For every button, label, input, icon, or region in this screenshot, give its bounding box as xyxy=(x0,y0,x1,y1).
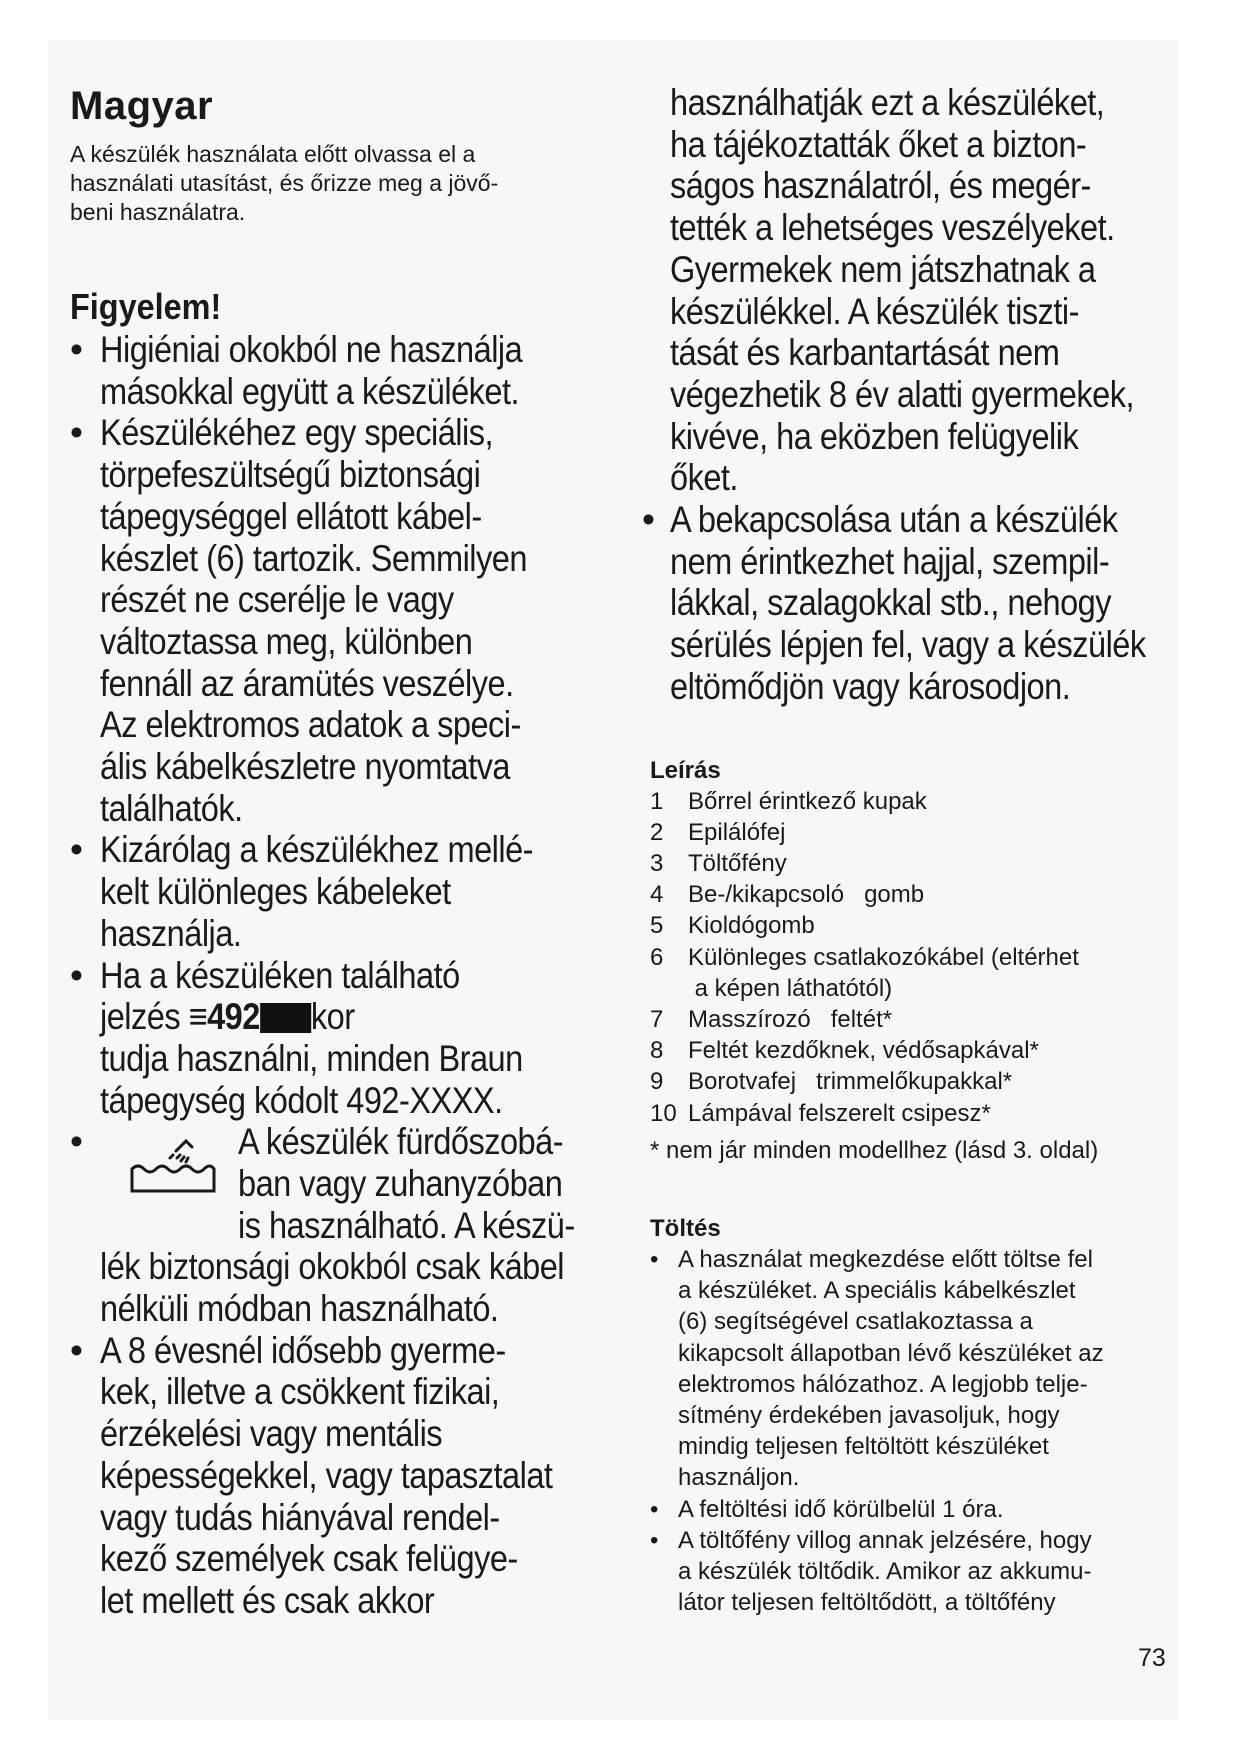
symbol-suffix: kor xyxy=(310,996,355,1038)
text-line: vagy tudás hiányával rendel- xyxy=(100,1496,500,1538)
text-line: kek, illetve a csökkent fizikai, xyxy=(100,1371,500,1413)
intro-line: használati utasítást, és őrizze meg a jövő- xyxy=(70,170,499,196)
bullet-dot: • xyxy=(70,954,83,996)
list-item: 7 Masszírozó feltét* xyxy=(650,1005,893,1033)
text-line: is használható. A készü- xyxy=(238,1204,575,1246)
warning-bullet-hygiene xyxy=(70,329,610,412)
text-line: ságos használatról, és megér- xyxy=(670,165,1091,207)
text-line: Higiéniai okokból ne használja xyxy=(100,329,523,370)
text-line: nem érintkezhet hajjal, szempil- xyxy=(670,540,1110,582)
text-line: A bekapcsolása után a készülék xyxy=(670,499,1118,541)
text-line xyxy=(100,996,549,1038)
warning-bullet-cables xyxy=(70,829,610,954)
text-line: tudja használni, minden Braun xyxy=(100,1037,523,1079)
warning-bullet-bathroom xyxy=(70,1121,610,1329)
text-line: használja. xyxy=(100,912,242,954)
text-line: mindig teljesen feltöltött készüléket xyxy=(678,1433,1049,1461)
text-line: A készülék fürdőszobá- xyxy=(238,1121,564,1163)
warning-bullet-children xyxy=(70,1330,610,1622)
left-column xyxy=(70,82,610,1622)
text-line: látor teljesen feltöltődött, a töltőfény xyxy=(678,1589,1056,1617)
text-line: a készüléket. A speciális kábelkészlet xyxy=(678,1277,1076,1305)
text-line: Az elektromos adatok a speci- xyxy=(100,704,521,746)
bullet-dot: • xyxy=(70,829,83,871)
symbol-mark: ≡492 xyxy=(188,996,260,1038)
list-item: 8 Feltét kezdőknek, védősapkával* xyxy=(650,1037,1039,1065)
list-item: 10 Lámpával felszerelt csipesz* xyxy=(650,1099,991,1127)
symbol-label: jelzés xyxy=(100,996,181,1038)
text-line: eltömődjön vagy károsodjon. xyxy=(670,665,1071,707)
list-item: 9 Borotvafej trimmelőkupakkal* xyxy=(650,1068,1013,1096)
text-line: tápegység kódolt 492-XXXX. xyxy=(100,1079,503,1121)
description-list xyxy=(650,786,1180,1129)
warning-bullet-power-supply xyxy=(70,412,610,829)
description-heading: Leírás xyxy=(650,756,721,784)
text-line: A használat megkezdése előtt töltse fel xyxy=(678,1245,1093,1273)
page-title: Magyar xyxy=(70,84,214,128)
text-line: kivéve, ha eközben felügyelik xyxy=(670,415,1079,457)
intro-line: A készülék használata előtt olvassa el a xyxy=(70,141,476,167)
footnote: * nem jár minden modellhez (lásd 3. oldal) xyxy=(650,1136,1099,1164)
bullet-dot: • xyxy=(650,1245,659,1273)
list-item: 4 Be-/kikapcsoló gomb xyxy=(650,881,925,909)
bullet-dot: • xyxy=(70,329,83,370)
text-line: őket. xyxy=(670,457,738,499)
text-line: képességekkel, vagy tapasztalat xyxy=(100,1454,553,1496)
bullet-dot: • xyxy=(70,1121,83,1163)
warning-list xyxy=(70,329,610,1622)
text-line: törpefeszültségű biztonsági xyxy=(100,454,481,496)
text-line: lék biztonsági okokból csak kábel xyxy=(100,1246,565,1288)
list-item: 5 Kioldógomb xyxy=(650,912,815,940)
text-line: (6) segítségével csatlakoztassa a xyxy=(678,1308,1033,1336)
text-line: nélküli módban használható. xyxy=(100,1288,499,1330)
text-line: A töltőfény villog annak jelzésére, hogy xyxy=(678,1526,1092,1554)
list-item: 3 Töltőfény xyxy=(650,849,787,877)
bullet-dot: • xyxy=(70,1329,83,1371)
redaction-box xyxy=(260,1003,311,1033)
text-line: használjon. xyxy=(678,1464,800,1492)
text-line: használhatják ezt a készüléket, xyxy=(670,82,1105,123)
bullet-dot: • xyxy=(650,1495,659,1523)
right-column xyxy=(642,82,1180,1618)
continued-paragraph xyxy=(650,82,1180,499)
bullet-dot: • xyxy=(650,1526,659,1554)
text-line: tették a lehetséges veszélyeket. xyxy=(670,207,1115,249)
text-line: készlet (6) tartozik. Semmilyen xyxy=(100,537,527,579)
text-line: másokkal együtt a készüléket. xyxy=(100,370,520,412)
text-line: részét ne cserélje le vagy xyxy=(100,579,454,621)
bullet-dot: • xyxy=(642,499,655,541)
intro-line: beni használatra. xyxy=(70,199,246,225)
shower-bath-icon xyxy=(128,1129,220,1199)
list-item: 6 Különleges csatlakozókábel (eltérhet xyxy=(650,943,1079,971)
text-line: végezhetik 8 év alatti gyermekek, xyxy=(670,373,1134,415)
text-line: A 8 évesnél idősebb gyerme- xyxy=(100,1329,506,1371)
text-line: elektromos hálózathoz. A legjobb telje- xyxy=(678,1370,1088,1398)
text-line: let mellett és csak akkor xyxy=(100,1579,435,1621)
text-line: találhatók. xyxy=(100,787,243,829)
list-item: 2 Epilálófej xyxy=(650,818,786,846)
charging-bullet xyxy=(650,1244,1180,1494)
text-line: kikapcsolt állapotban lévő készüléket az xyxy=(678,1339,1104,1367)
page-number: 73 xyxy=(1138,1644,1166,1672)
text-line: érzékelési vagy mentális xyxy=(100,1413,443,1455)
text-line: ban vagy zuhanyzóban xyxy=(238,1163,563,1205)
warning-bullet-hair xyxy=(642,499,1180,708)
text-line: tápegységgel ellátott kábel- xyxy=(100,495,482,537)
text-line: kelt különleges kábeleket xyxy=(100,871,451,913)
bullet-dot: • xyxy=(70,412,83,454)
charging-heading: Töltés xyxy=(650,1214,721,1242)
text-line: kező személyek csak felügye- xyxy=(100,1538,518,1580)
text-line: Készülékéhez egy speciális, xyxy=(100,412,493,454)
charging-bullet xyxy=(650,1525,1180,1619)
text-line: Gyermekek nem játszhatnak a xyxy=(670,248,1096,290)
text-line: tását és karbantartását nem xyxy=(670,332,1060,374)
text-line: a készülék töltődik. Amikor az akkumu- xyxy=(678,1558,1092,1586)
text-line: Kizárólag a készülékhez mellé- xyxy=(100,829,533,871)
intro-paragraph xyxy=(70,140,610,227)
list-item: a képen láthatótól) xyxy=(688,974,893,1002)
charging-list xyxy=(650,1244,1180,1618)
text-line: változtassa meg, különben xyxy=(100,620,473,662)
text-line: lákkal, szalagokkal stb., nehogy xyxy=(670,582,1112,624)
charging-bullet xyxy=(650,1494,1180,1525)
bathroom-icon-block xyxy=(100,1121,610,1246)
text-line: A feltöltési idő körülbelül 1 óra. xyxy=(678,1495,1004,1523)
warning-heading: Figyelem! xyxy=(70,286,222,327)
text-line: ha tájékoztatták őket a bizton- xyxy=(670,123,1087,165)
text-line: készülékkel. A készülék tiszti- xyxy=(670,290,1079,332)
text-line: fennáll az áramütés veszélye. xyxy=(100,662,514,704)
text-line: Ha a készüléken található xyxy=(100,954,460,996)
text-line: ális kábelkészletre nyomtatva xyxy=(100,746,510,788)
text-line: sítmény érdekében javasoljuk, hogy xyxy=(678,1402,1060,1429)
list-item: 1 Bőrrel érintkező kupak xyxy=(650,787,927,815)
text-line: sérülés lépjen fel, vagy a készülék xyxy=(670,624,1146,666)
warning-bullet-symbol xyxy=(70,955,610,1122)
